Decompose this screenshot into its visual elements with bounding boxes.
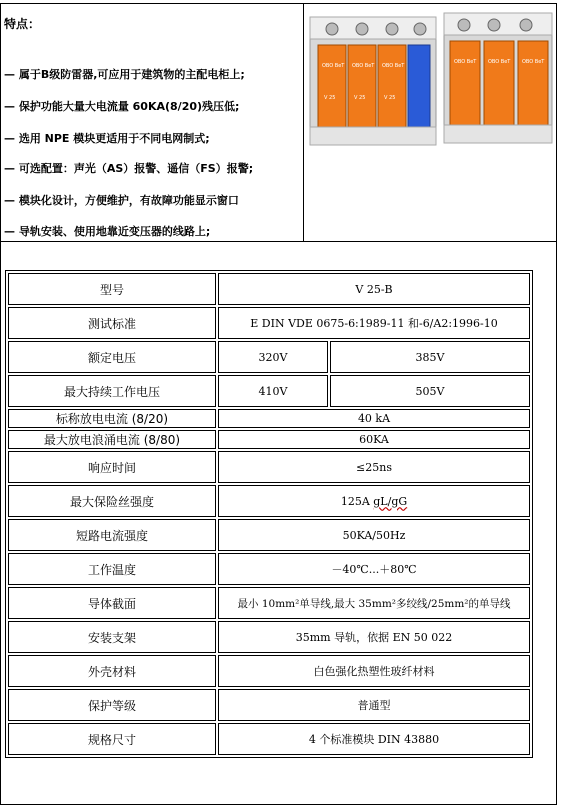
module-label: V 25	[384, 95, 396, 101]
spec-value: 50KA/50Hz	[218, 519, 530, 551]
spec-label: 安装支架	[8, 621, 216, 653]
module-label: OBO BeT	[454, 59, 477, 65]
spec-label: 最大保险丝强度	[8, 485, 216, 517]
spec-value: 385V	[330, 341, 530, 373]
table-row	[8, 451, 530, 483]
fuse-rating: 125A	[340, 494, 374, 508]
module-label: OBO BeT	[322, 63, 345, 69]
module-label: V 25	[354, 95, 366, 101]
feature-item: — 保护功能大量大电流量 60KA(8/20)残压低;	[4, 100, 240, 113]
spec-label: 响应时间	[8, 451, 216, 483]
table-row	[8, 307, 530, 339]
spec-label: 工作温度	[8, 553, 216, 585]
table-row	[8, 430, 530, 449]
spec-value: V 25-B	[218, 273, 530, 305]
spec-label: 额定电压	[8, 341, 216, 373]
spec-label: 外壳材料	[8, 655, 216, 687]
spec-label: 最大放电浪涌电流 (8/80)	[8, 430, 216, 449]
surge-protector-image	[304, 3, 557, 163]
spec-label: 标称放电电流 (8/20)	[8, 409, 216, 428]
module-label: OBO BeT	[522, 59, 545, 65]
spec-value: E DIN VDE 0675-6:1989-11 和-6/A2:1996-10	[218, 307, 530, 339]
spec-value: 4 个标准模块 DIN 43880	[218, 723, 530, 755]
spec-label: 测试标准	[8, 307, 216, 339]
spec-value: 最小 10mm²单导线,最大 35mm²多绞线/25mm²的单导线	[218, 587, 530, 619]
table-row	[8, 375, 530, 407]
table-row	[8, 723, 530, 755]
feature-item: — 导轨安装、使用地靠近变压器的线路上;	[4, 225, 211, 238]
spec-label: 规格尺寸	[8, 723, 216, 755]
features-title: 特点：	[4, 17, 41, 31]
fuse-class: gL/gG	[373, 494, 408, 508]
module-label: V 25	[324, 95, 336, 101]
spec-table	[5, 270, 533, 758]
spec-value: 320V	[218, 341, 328, 373]
spec-value: 普通型	[218, 689, 530, 721]
table-row	[8, 273, 530, 305]
spec-label: 型号	[8, 273, 216, 305]
table-row	[8, 621, 530, 653]
spec-label: 导体截面	[8, 587, 216, 619]
module-label: OBO BeT	[352, 63, 375, 69]
spec-value: －40℃...＋80℃	[218, 553, 530, 585]
table-row	[8, 341, 530, 373]
table-row	[8, 409, 530, 428]
spec-value: 35mm 导轨，依据 EN 50 022	[218, 621, 530, 653]
spec-value: 白色强化热塑性玻纤材料	[218, 655, 530, 687]
spec-label: 短路电流强度	[8, 519, 216, 551]
spec-value: 40 kA	[218, 409, 530, 428]
spec-value	[218, 485, 530, 517]
feature-item: — 选用 NPE 模块更适用于不同电网制式;	[4, 132, 210, 145]
table-row	[8, 587, 530, 619]
feature-item: — 属于B级防雷器,可应用于建筑物的主配电柜上;	[4, 68, 245, 81]
spec-label: 最大持续工作电压	[8, 375, 216, 407]
spec-value: 60KA	[218, 430, 530, 449]
features-panel	[0, 3, 304, 242]
spec-value: 505V	[330, 375, 530, 407]
table-row	[8, 553, 530, 585]
spec-value: 410V	[218, 375, 328, 407]
feature-item: — 模块化设计，方便维护，有故障功能显示窗口	[4, 194, 239, 207]
table-row	[8, 519, 530, 551]
module-label: OBO BeT	[488, 59, 511, 65]
module-label: OBO BeT	[382, 63, 405, 69]
table-row	[8, 689, 530, 721]
feature-item: — 可选配置：声光（AS）报警、遥信（FS）报警;	[4, 162, 254, 175]
table-row	[8, 655, 530, 687]
table-row	[8, 485, 530, 517]
spec-label: 保护等级	[8, 689, 216, 721]
spec-value: ≤25ns	[218, 451, 530, 483]
product-photo	[304, 3, 557, 242]
